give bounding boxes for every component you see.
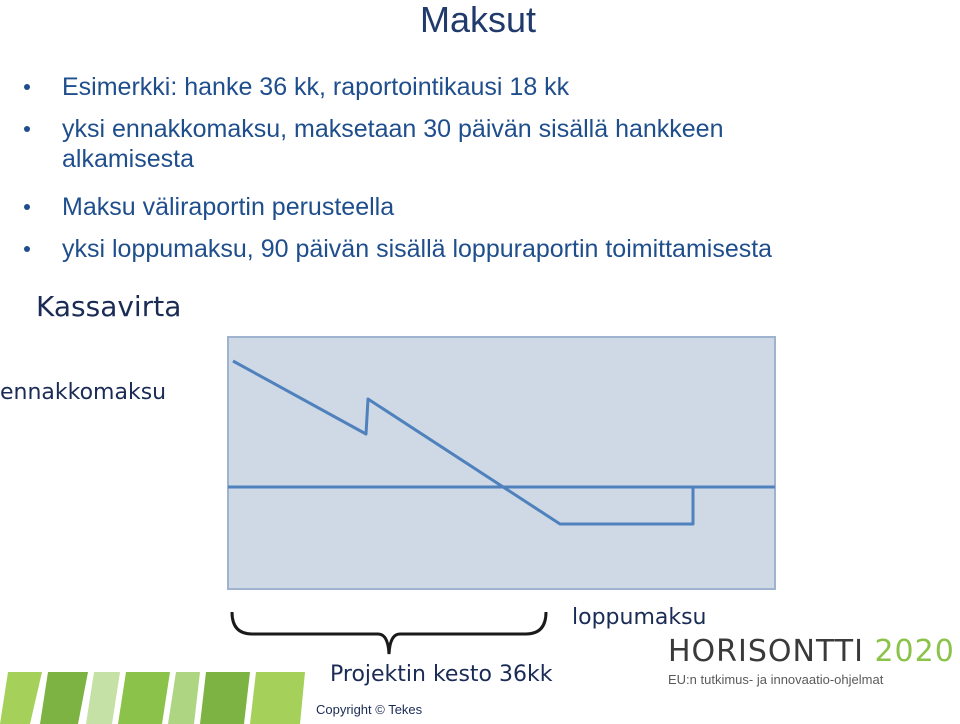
bullet-dot-icon (24, 246, 30, 252)
horizon-2020-logo (668, 634, 960, 688)
slide-title: Maksut (420, 0, 537, 40)
cashflow-diagram (227, 336, 776, 590)
bullet-text: Maksu väliraportin perusteella (62, 193, 395, 221)
advance-payment-label: ennakkomaksu (0, 380, 167, 405)
cashflow-heading: Kassavirta (36, 290, 182, 323)
logo-tagline: EU:n tutkimus- ja innovaatio-ohjelmat (668, 672, 884, 687)
diagram-panel (228, 337, 775, 589)
bullet-text: Esimerkki: hanke 36 kk, raportointikausi 18 kk (62, 73, 570, 101)
bullet-text-continuation: alkamisesta (62, 145, 194, 173)
logo-name: HORISONTTI (668, 634, 875, 669)
logo-year: 2020 (874, 634, 955, 669)
copyright-text: Copyright © Tekes (316, 702, 423, 717)
bullet-dot-icon (24, 204, 30, 210)
bullet-text: yksi loppumaksu, 90 päivän sisällä loppuraportin toimittamisesta (62, 235, 773, 263)
bullet-dot-icon (24, 84, 30, 90)
bullet-dot-icon (24, 126, 30, 132)
final-payment-label: loppumaksu (572, 605, 707, 630)
duration-brace (228, 606, 550, 666)
bullet-text: yksi ennakkomaksu, maksetaan 30 päivän sisällä hankkeen (62, 115, 724, 143)
green-stripes-decoration (0, 672, 305, 724)
project-duration-label: Projektin kesto 36kk (330, 662, 553, 687)
